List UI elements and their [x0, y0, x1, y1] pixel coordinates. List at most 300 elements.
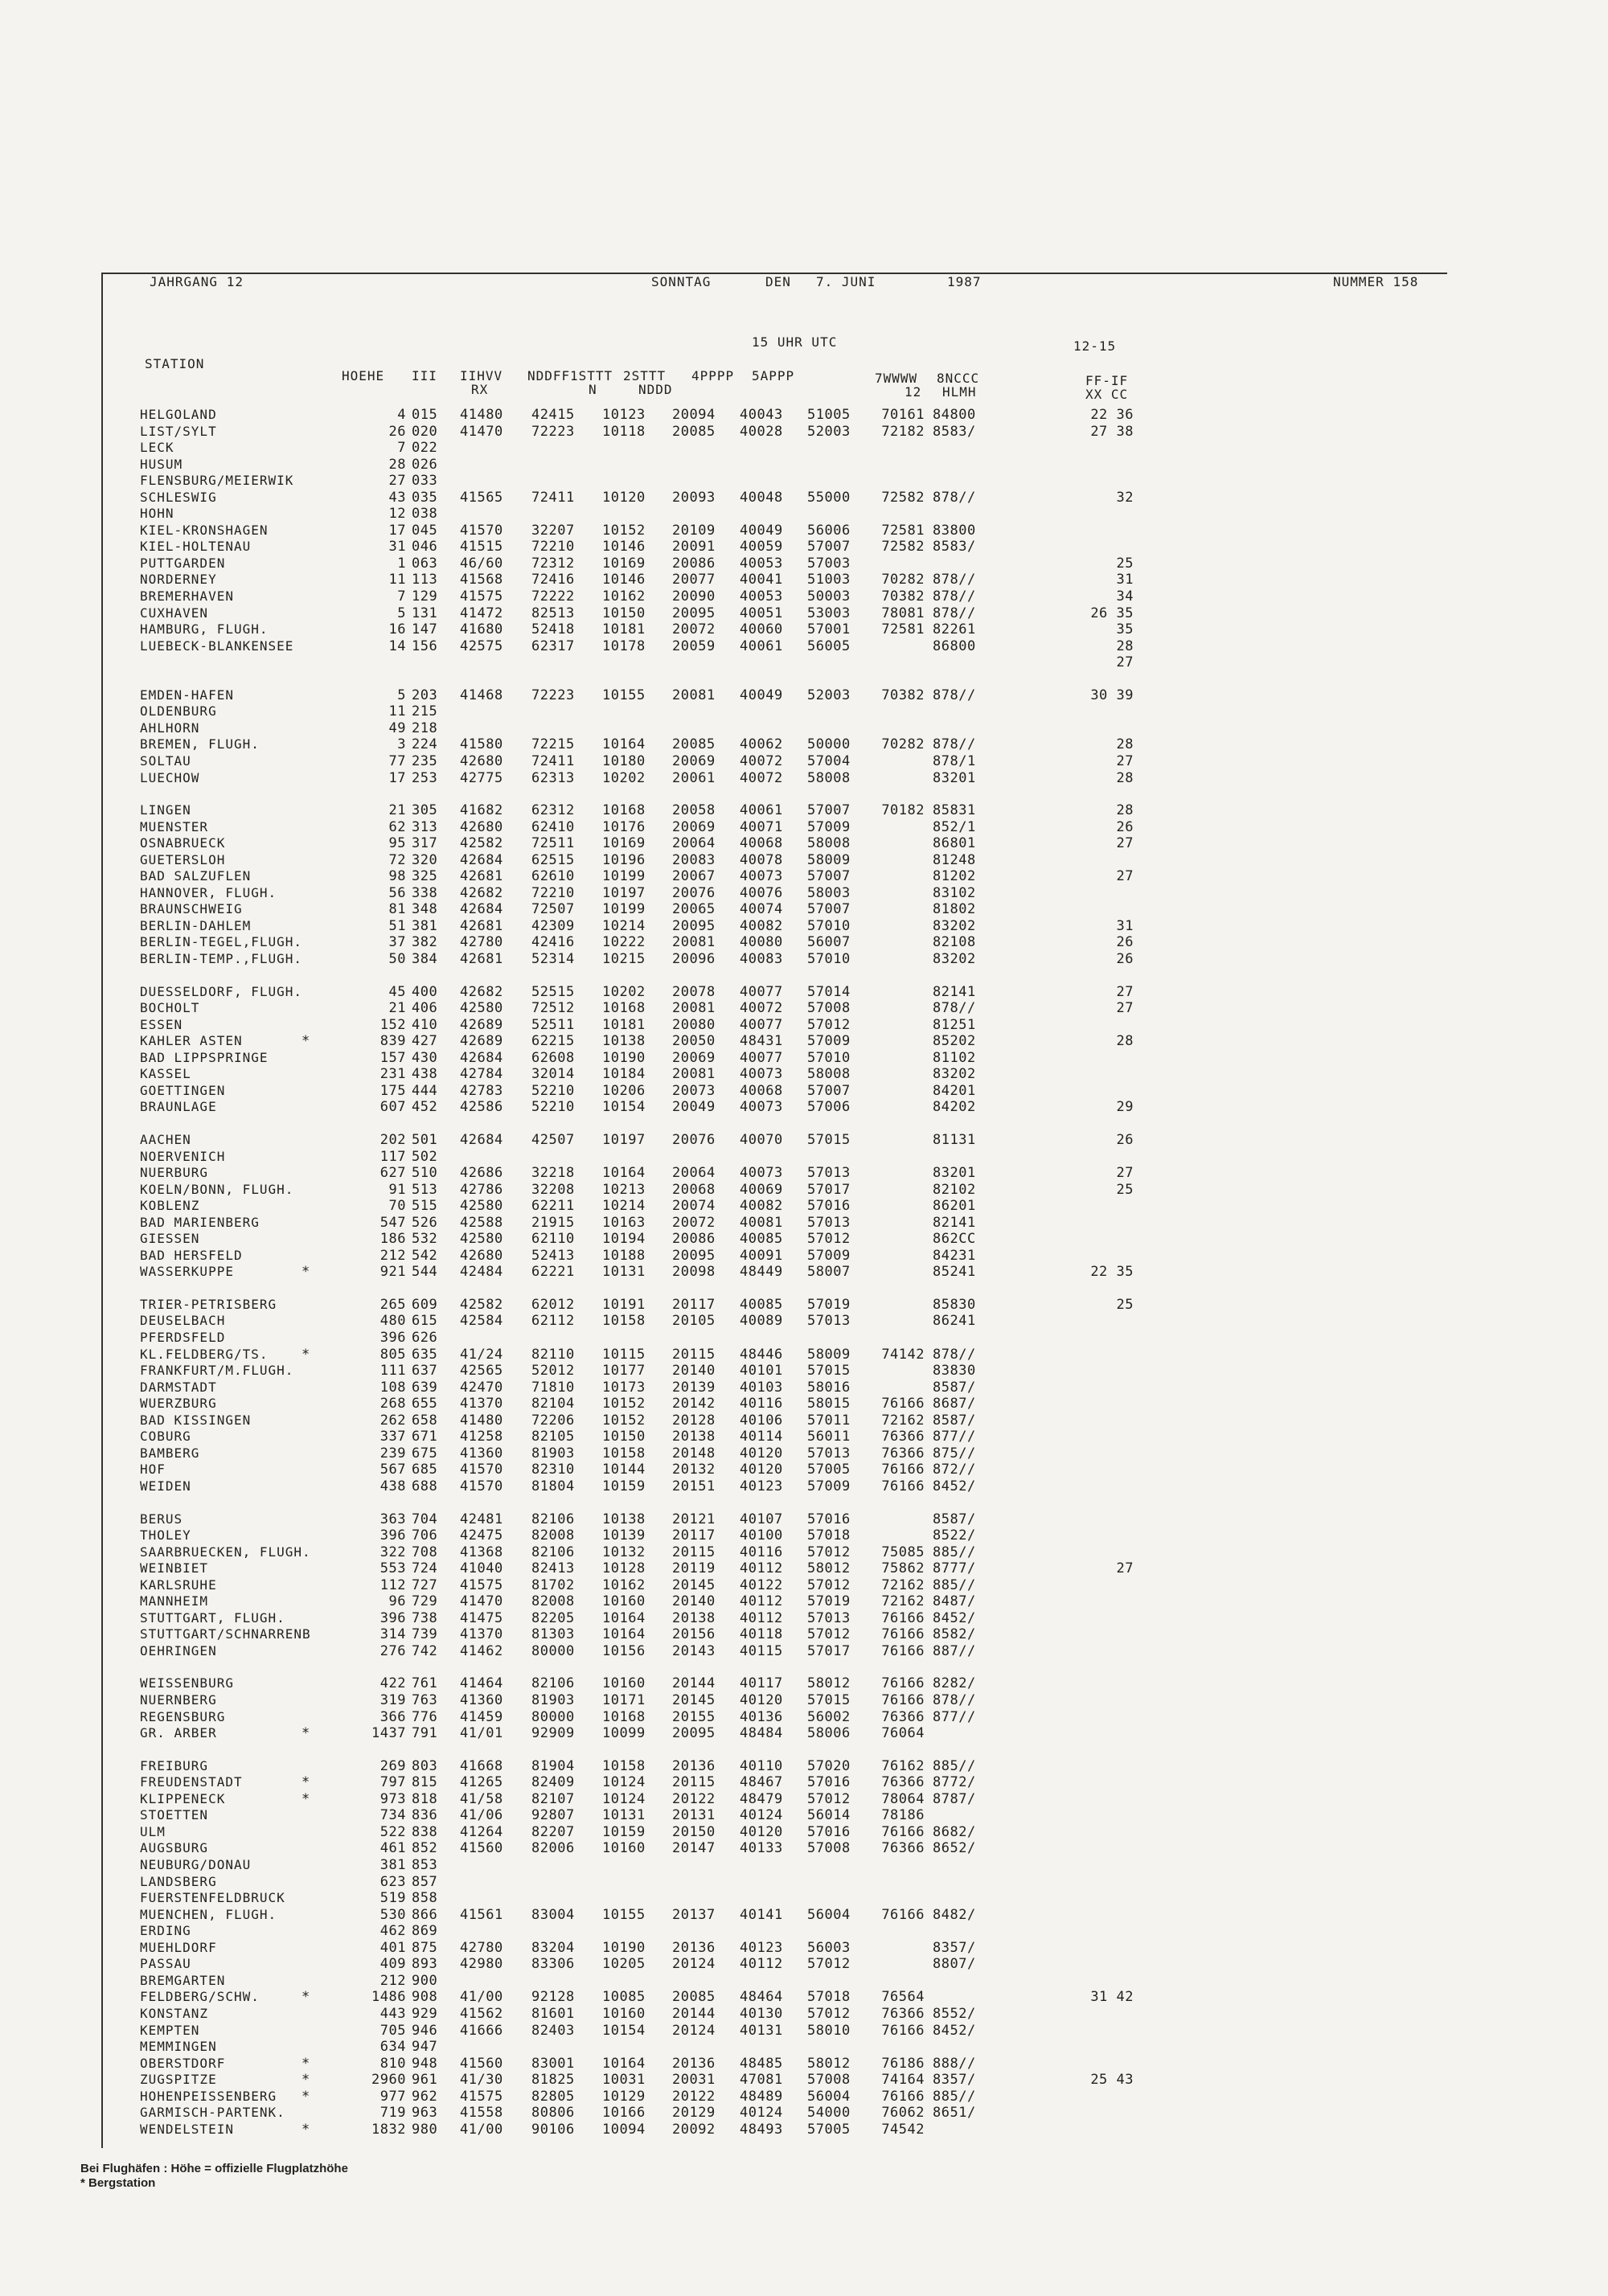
iii-value: 946 — [412, 2023, 438, 2039]
pppp-value: 40114 — [740, 1429, 783, 1445]
iii-value: 655 — [412, 1396, 438, 1412]
iihvv-value: 41475 — [460, 1610, 503, 1626]
station-name: FUERSTENFELDBRUCK — [140, 1890, 285, 1905]
hoehe-value: 269 — [379, 1758, 406, 1774]
table-row — [0, 556, 1608, 572]
hoehe-value: 50 — [388, 951, 406, 967]
pppp-value: 40131 — [740, 2023, 783, 2039]
sttt2-value: 20095 — [672, 1725, 716, 1741]
table-row — [0, 918, 1608, 934]
hoehe-value: 26 — [388, 424, 406, 440]
table-row — [0, 1824, 1608, 1840]
sttt1-value: 10168 — [602, 1000, 646, 1016]
sttt1-value: 10094 — [602, 2122, 646, 2138]
hoehe-value: 547 — [379, 1215, 406, 1231]
appp-value: 57013 — [807, 1610, 851, 1626]
station-name: DARMSTADT — [140, 1380, 217, 1395]
iii-value: 803 — [412, 1758, 438, 1774]
sttt1-value: 10159 — [602, 1824, 646, 1840]
nccc-value: 81131 — [933, 1132, 976, 1148]
sttt2-value: 20069 — [672, 819, 716, 835]
nddff-value: 52210 — [531, 1099, 575, 1115]
appp-value: 57007 — [807, 539, 851, 555]
table-row — [0, 1791, 1608, 1807]
nddff-value: 82006 — [531, 1840, 575, 1856]
iii-value: 338 — [412, 885, 438, 901]
iii-value: 875 — [412, 1940, 438, 1956]
nccc-value: 8787/ — [933, 1791, 976, 1807]
wwww-value: 76166 — [881, 1692, 925, 1708]
hoehe-value: 734 — [379, 1807, 406, 1823]
station-name: STUTTGART/SCHNARRENB — [140, 1626, 311, 1642]
pppp-value: 40120 — [740, 1692, 783, 1708]
hoehe-value: 401 — [379, 1940, 406, 1956]
iii-value: 513 — [412, 1182, 438, 1198]
hoehe-value: 1832 — [371, 2122, 406, 2138]
sttt1-value: 10031 — [602, 2072, 646, 2088]
sttt1-value: 10160 — [602, 1840, 646, 1856]
sttt1-value: 10115 — [602, 1347, 646, 1363]
wwww-value: 72582 — [881, 539, 925, 555]
appp-value: 57018 — [807, 1989, 851, 2005]
hoehe-value: 28 — [388, 457, 406, 473]
iii-value: 961 — [412, 2072, 438, 2088]
hoehe-value: 7 — [397, 588, 406, 605]
sttt1-value: 10124 — [602, 1774, 646, 1790]
sttt1-value: 10205 — [602, 1956, 646, 1972]
appp-value: 57013 — [807, 1313, 851, 1329]
iihvv-value: 41370 — [460, 1626, 503, 1642]
sttt1-value: 10178 — [602, 638, 646, 654]
pppp-value: 40068 — [740, 835, 783, 851]
hoehe-value: 231 — [379, 1066, 406, 1082]
hoehe-value: 2960 — [371, 2072, 406, 2088]
appp-value: 56003 — [807, 1940, 851, 1956]
nddff-value: 62112 — [531, 1313, 575, 1329]
nddff-value: 62211 — [531, 1198, 575, 1214]
iii-value: 320 — [412, 852, 438, 868]
sttt1-value: 10196 — [602, 852, 646, 868]
hoehe-value: 1 — [397, 556, 406, 572]
sttt2-value: 20156 — [672, 1626, 716, 1642]
sttt2-value: 20140 — [672, 1363, 716, 1379]
table-row — [0, 1610, 1608, 1626]
sttt1-value: 10180 — [602, 753, 646, 769]
iii-value: 729 — [412, 1593, 438, 1609]
appp-value: 58010 — [807, 2023, 851, 2039]
nccc-value: 872// — [933, 1462, 976, 1478]
sttt1-value: 10191 — [602, 1297, 646, 1313]
wwww-value: 76166 — [881, 1907, 925, 1923]
pppp-value: 40074 — [740, 901, 783, 917]
station-name: KIEL-HOLTENAU — [140, 539, 252, 554]
ff-value: 31 42 — [1090, 1989, 1134, 2005]
iii-value: 815 — [412, 1774, 438, 1790]
appp-value: 57013 — [807, 1215, 851, 1231]
nccc-value: 85202 — [933, 1033, 976, 1049]
hoehe-value: 14 — [388, 638, 406, 654]
nccc-value: 82141 — [933, 984, 976, 1000]
nddff-value: 83306 — [531, 1956, 575, 1972]
nccc-value: 82261 — [933, 621, 976, 638]
station-name: WEINBIET — [140, 1560, 209, 1576]
sttt1-value: 10146 — [602, 572, 646, 588]
iihvv-value: 41565 — [460, 490, 503, 506]
ff-value: 26 — [1116, 1132, 1134, 1148]
sttt2-value: 20131 — [672, 1807, 716, 1823]
sttt2-value: 20145 — [672, 1577, 716, 1593]
nddff-header: NDDFF — [527, 368, 571, 383]
hoehe-value: 366 — [379, 1709, 406, 1725]
station-name: HELGOLAND — [140, 407, 217, 422]
iii-value: 688 — [412, 1478, 438, 1494]
nccc-value: 878// — [933, 490, 976, 506]
appp-value: 56007 — [807, 934, 851, 950]
pppp-value: 40028 — [740, 424, 783, 440]
sttt1-value: 10155 — [602, 1907, 646, 1923]
station-name: BERLIN-TEMP.,FLUGH. — [140, 951, 303, 966]
nddff-value: 62110 — [531, 1231, 575, 1247]
date: 7. JUNI — [816, 274, 876, 289]
iii-value: 015 — [412, 407, 438, 423]
table-row — [0, 1989, 1608, 2005]
station-name: THOLEY — [140, 1527, 191, 1543]
iii-value: 948 — [412, 2056, 438, 2072]
nddff-value: 81903 — [531, 1692, 575, 1708]
iii-value: 763 — [412, 1692, 438, 1708]
nccc-value: 887// — [933, 1643, 976, 1659]
nddff-value: 90106 — [531, 2122, 575, 2138]
table-row — [0, 1149, 1608, 1165]
nccc-value: 878// — [933, 572, 976, 588]
iihvv-value: 41560 — [460, 2056, 503, 2072]
station-name: BAD LIPPSPRINGE — [140, 1050, 269, 1065]
nddff-value: 32014 — [531, 1066, 575, 1082]
station-name: KARLSRUHE — [140, 1577, 217, 1593]
pppp-value: 48464 — [740, 1989, 783, 2005]
sttt1-value: 10169 — [602, 556, 646, 572]
appp-value: 57003 — [807, 556, 851, 572]
iihvv-value: 41040 — [460, 1560, 503, 1576]
nddff-value: 82008 — [531, 1593, 575, 1609]
iihvv-value: 42582 — [460, 1297, 503, 1313]
station-name: BREMEN, FLUGH. — [140, 736, 260, 752]
sttt2-value: 20076 — [672, 885, 716, 901]
nddff-value: 82513 — [531, 605, 575, 621]
table-row — [0, 1478, 1608, 1494]
station-name: TRIER-PETRISBERG — [140, 1297, 277, 1312]
iihvv-value: 41575 — [460, 2089, 503, 2105]
iii-value: 900 — [412, 1973, 438, 1989]
sttt1-value: 10085 — [602, 1989, 646, 2005]
pppp-value: 40110 — [740, 1758, 783, 1774]
station-name: EMDEN-HAFEN — [140, 687, 234, 703]
wwww-value: 74142 — [881, 1347, 925, 1363]
sttt2-value: 20150 — [672, 1824, 716, 1840]
sttt2-value: 20092 — [672, 2122, 716, 2138]
pppp-value: 40112 — [740, 1593, 783, 1609]
station-name: GIESSEN — [140, 1231, 200, 1246]
pppp-value: 40083 — [740, 951, 783, 967]
sttt1-value: 10190 — [602, 1940, 646, 1956]
station-name: OSNABRUECK — [140, 835, 226, 851]
ff-value: 22 36 — [1090, 407, 1134, 423]
nddff-value: 81601 — [531, 2006, 575, 2022]
appp-value: 57016 — [807, 1198, 851, 1214]
nccc-value: 885// — [933, 1577, 976, 1593]
sttt1-value: 10132 — [602, 1544, 646, 1560]
appp-value: 57013 — [807, 1165, 851, 1181]
wwww-value: 70382 — [881, 588, 925, 605]
appp-value: 56014 — [807, 1807, 851, 1823]
pppp-value: 40081 — [740, 1215, 783, 1231]
sttt1-value: 10138 — [602, 1033, 646, 1049]
iihvv-value: 41/58 — [460, 1791, 503, 1807]
iii-value: 020 — [412, 424, 438, 440]
nccc-value: 8652/ — [933, 1840, 976, 1856]
iii-value: 035 — [412, 490, 438, 506]
sttt2-value: 20081 — [672, 1000, 716, 1016]
sttt2-value: 20093 — [672, 490, 716, 506]
hoehe-value: 212 — [379, 1973, 406, 1989]
appp-value: 57015 — [807, 1363, 851, 1379]
iihvv-value: 41558 — [460, 2105, 503, 2121]
sttt1-sub: N — [589, 382, 597, 397]
iii-value: 147 — [412, 621, 438, 638]
table-row — [0, 868, 1608, 884]
nddff-value: 32207 — [531, 523, 575, 539]
ff-value: 26 35 — [1090, 605, 1134, 621]
nccc-value: 82108 — [933, 934, 976, 950]
table-row — [0, 1709, 1608, 1725]
wwww-value: 70282 — [881, 572, 925, 588]
iii-value: 129 — [412, 588, 438, 605]
sttt1-value: 10173 — [602, 1380, 646, 1396]
sttt2-value: 20069 — [672, 753, 716, 769]
appp-value: 57012 — [807, 1956, 851, 1972]
pppp-value: 40077 — [740, 1050, 783, 1066]
ff-value: 31 — [1116, 918, 1134, 934]
station-name: KEMPTEN — [140, 2023, 200, 2038]
iii-value: 215 — [412, 703, 438, 720]
hoehe-value: 461 — [379, 1840, 406, 1856]
iii-value: 857 — [412, 1874, 438, 1890]
station-name: MANNHEIM — [140, 1593, 209, 1609]
pppp-value: 48449 — [740, 1264, 783, 1280]
ff-value: 27 — [1116, 1560, 1134, 1576]
nccc-value: 862CC — [933, 1231, 976, 1247]
nddff-value: 82310 — [531, 1462, 575, 1478]
hoehe-header: HOEHE — [342, 368, 385, 383]
table-row — [0, 407, 1608, 423]
table-row — [0, 2006, 1608, 2022]
iihvv-value: 42682 — [460, 885, 503, 901]
nddff-value: 52511 — [531, 1017, 575, 1033]
wwww-value: 76166 — [881, 1462, 925, 1478]
table-row — [0, 2039, 1608, 2055]
hoehe-value: 797 — [379, 1774, 406, 1790]
table-row — [0, 1973, 1608, 1989]
nccc-value: 885// — [933, 2089, 976, 2105]
hoehe-value: 607 — [379, 1099, 406, 1115]
table-row — [0, 1890, 1608, 1906]
station-name: COBURG — [140, 1429, 191, 1444]
appp-value: 57012 — [807, 1626, 851, 1642]
iii-value: 026 — [412, 457, 438, 473]
nddff-value: 82107 — [531, 1791, 575, 1807]
hoehe-value: 276 — [379, 1643, 406, 1659]
nddff-value: 62610 — [531, 868, 575, 884]
sttt1-value: 10199 — [602, 901, 646, 917]
sttt2-value: 20081 — [672, 1066, 716, 1082]
iii-value: 253 — [412, 770, 438, 786]
hoehe-value: 705 — [379, 2023, 406, 2039]
pppp-value: 40073 — [740, 868, 783, 884]
nccc-value: 878// — [933, 1347, 976, 1363]
sttt1-value: 10184 — [602, 1066, 646, 1082]
nddff-value: 52012 — [531, 1363, 575, 1379]
appp-value: 51003 — [807, 572, 851, 588]
iihvv-value: 41666 — [460, 2023, 503, 2039]
iii-value: 430 — [412, 1050, 438, 1066]
pppp-value: 40051 — [740, 605, 783, 621]
iii-value: 685 — [412, 1462, 438, 1478]
pppp-value: 48493 — [740, 2122, 783, 2138]
nccc-value: 86201 — [933, 1198, 976, 1214]
nccc-value: 83201 — [933, 1165, 976, 1181]
pppp-value: 40082 — [740, 918, 783, 934]
pppp-value: 40053 — [740, 556, 783, 572]
wwww-value: 72182 — [881, 424, 925, 440]
sttt1-value: 10144 — [602, 1462, 646, 1478]
wwww-value: 76064 — [881, 1725, 925, 1741]
appp-value: 57004 — [807, 753, 851, 769]
sttt1-value: 10131 — [602, 1807, 646, 1823]
mountain-marker: * — [302, 1264, 310, 1280]
wwww-value: 70382 — [881, 687, 925, 703]
appp-value: 52003 — [807, 687, 851, 703]
table-row — [0, 523, 1608, 539]
iii-value: 063 — [412, 556, 438, 572]
sttt1-value: 10163 — [602, 1215, 646, 1231]
nccc-value: 8587/ — [933, 1511, 976, 1527]
ff-value: 27 — [1116, 753, 1134, 769]
station-name: BOCHOLT — [140, 1000, 200, 1015]
nccc-value: 8282/ — [933, 1675, 976, 1691]
sttt1-value: 10177 — [602, 1363, 646, 1379]
table-row — [0, 1511, 1608, 1527]
wwww-header: 7WWWW — [875, 371, 918, 386]
hoehe-value: 81 — [388, 901, 406, 917]
iihvv-value: 41464 — [460, 1675, 503, 1691]
station-name: BRAUNLAGE — [140, 1099, 217, 1114]
sttt1-value: 10139 — [602, 1527, 646, 1544]
sttt1-value: 10160 — [602, 1675, 646, 1691]
pppp-value: 48446 — [740, 1347, 783, 1363]
iihvv-value: 41562 — [460, 2006, 503, 2022]
iii-value: 853 — [412, 1857, 438, 1873]
pppp-value: 48467 — [740, 1774, 783, 1790]
iihvv-value: 41575 — [460, 1577, 503, 1593]
table-row — [0, 1593, 1608, 1609]
hoehe-value: 111 — [379, 1363, 406, 1379]
pppp-value: 48485 — [740, 2056, 783, 2072]
range-label: 12-15 — [1073, 338, 1117, 354]
pppp-value: 40103 — [740, 1380, 783, 1396]
iii-value: 400 — [412, 984, 438, 1000]
nddff-value: 42309 — [531, 918, 575, 934]
nccc-value: 84201 — [933, 1083, 976, 1099]
hoehe-value: 202 — [379, 1132, 406, 1148]
hoehe-value: 12 — [388, 506, 406, 522]
table-row — [0, 1956, 1608, 1972]
iii-value: 963 — [412, 2105, 438, 2121]
sttt2-value: 20151 — [672, 1478, 716, 1494]
appp-value: 57012 — [807, 1544, 851, 1560]
nddff-value: 32218 — [531, 1165, 575, 1181]
wwww-value: 76166 — [881, 1824, 925, 1840]
table-row — [0, 638, 1608, 654]
hoehe-value: 522 — [379, 1824, 406, 1840]
iii-value: 542 — [412, 1248, 438, 1264]
iii-value: 738 — [412, 1610, 438, 1626]
nddff-value: 52210 — [531, 1083, 575, 1099]
table-row — [0, 1560, 1608, 1576]
iii-value: 384 — [412, 951, 438, 967]
sttt2-value: 20069 — [672, 1050, 716, 1066]
sttt1-value: 10164 — [602, 1610, 646, 1626]
table-row — [0, 1874, 1608, 1890]
nddff-value: 62515 — [531, 852, 575, 868]
station-name: AHLHORN — [140, 720, 200, 736]
appp-value: 53003 — [807, 605, 851, 621]
hoehe-value: 268 — [379, 1396, 406, 1412]
iii-value: 224 — [412, 736, 438, 752]
iii-value: 427 — [412, 1033, 438, 1049]
iii-value: 038 — [412, 506, 438, 522]
hoehe-value: 262 — [379, 1412, 406, 1429]
nccc-value: 8487/ — [933, 1593, 976, 1609]
footnote-mountain: * Bergstation — [80, 2176, 156, 2190]
nddff-value: 62317 — [531, 638, 575, 654]
appp-value: 57008 — [807, 1000, 851, 1016]
pppp-value: 40041 — [740, 572, 783, 588]
sttt2-value: 20138 — [672, 1610, 716, 1626]
sttt1-value: 10164 — [602, 736, 646, 752]
iii-value: 635 — [412, 1347, 438, 1363]
appp-value: 54000 — [807, 2105, 851, 2121]
table-row — [0, 506, 1608, 522]
iihvv-value: 41462 — [460, 1643, 503, 1659]
wwww-value: 78081 — [881, 605, 925, 621]
station-name: NUERNBERG — [140, 1692, 217, 1708]
iihvv-value: 42470 — [460, 1380, 503, 1396]
sttt1-value: 10123 — [602, 407, 646, 423]
station-name: OLDENBURG — [140, 703, 217, 719]
iihvv-value: 42780 — [460, 934, 503, 950]
sttt1-value: 10146 — [602, 539, 646, 555]
pppp-value: 40073 — [740, 1066, 783, 1082]
sttt1-value: 10152 — [602, 1396, 646, 1412]
nddff-value: 92128 — [531, 1989, 575, 2005]
pppp-value: 40124 — [740, 2105, 783, 2121]
hoehe-value: 31 — [388, 539, 406, 555]
appp-value: 57019 — [807, 1297, 851, 1313]
ff-value: 26 — [1116, 819, 1134, 835]
pppp-value: 48484 — [740, 1725, 783, 1741]
sttt2-value: 20050 — [672, 1033, 716, 1049]
nccc-value: 875// — [933, 1445, 976, 1462]
